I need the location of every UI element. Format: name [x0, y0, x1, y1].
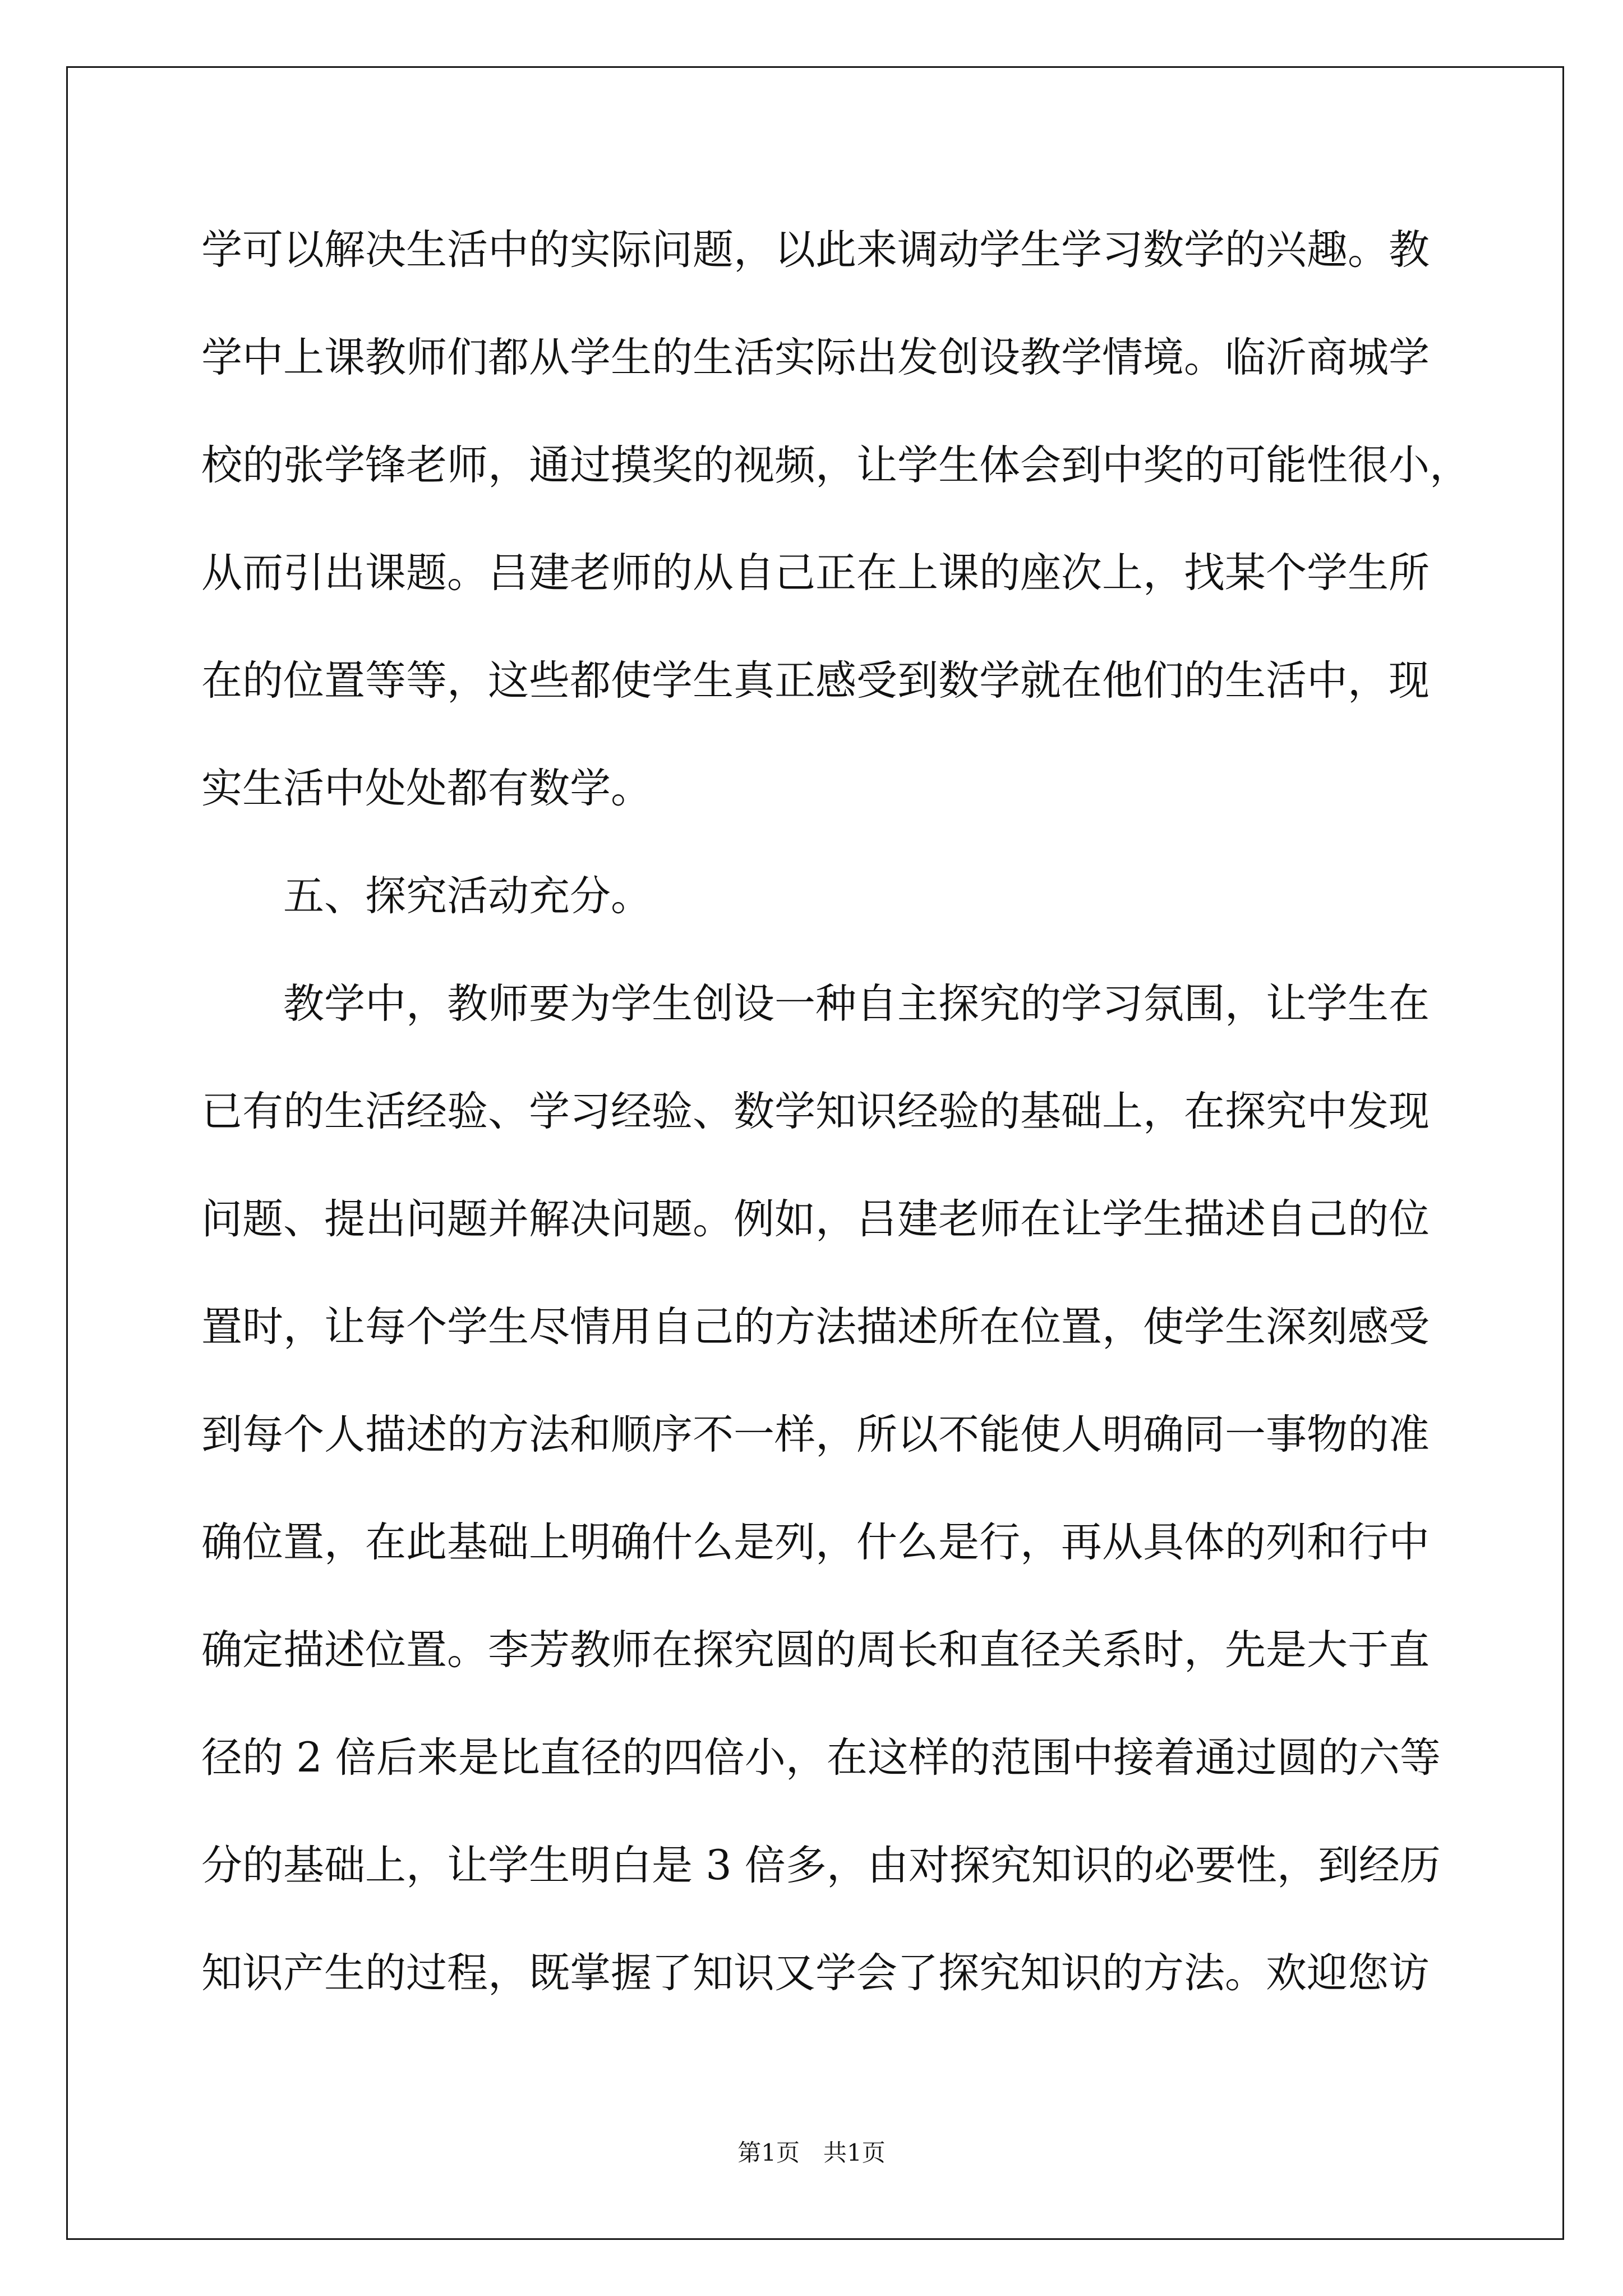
text-line: 置时，让每个学生尽情用自己的方法描述所在位置，使学生深刻感受 — [201, 1303, 1430, 1351]
text-line: 教学中，教师要为学生创设一种自主探究的学习氛围，让学生在 — [283, 980, 1430, 1028]
text-line: 校的张学锋老师，通过摸奖的视频，让学生体会到中奖的可能性很小， — [201, 441, 1470, 489]
text-line: 到每个人描述的方法和顺序不一样，所以不能使人明确同一事物的准 — [201, 1411, 1430, 1458]
text-line: 学中上课教师们都从学生的生活实际出发创设教学情境。临沂商城学 — [201, 334, 1430, 381]
text-line: 确定描述位置。李芳教师在探究圆的周长和直径关系时，先是大于直 — [201, 1626, 1430, 1674]
document-body — [201, 196, 1536, 2027]
text-line: 已有的生活经验、学习经验、数学知识经验的基础上，在探究中发现 — [201, 1088, 1430, 1135]
page-number-footer: 第1页 共1页 — [737, 2139, 886, 2166]
text-line: 问题、提出问题并解决问题。例如，吕建老师在让学生描述自己的位 — [201, 1195, 1430, 1243]
text-line: 学可以解决生活中的实际问题，以此来调动学生学习数学的兴趣。教 — [201, 226, 1430, 274]
text-line: 从而引出课题。吕建老师的从自己正在上课的座次上，找某个学生所 — [201, 549, 1430, 597]
text-line: 径的 2 倍后来是比直径的四倍小，在这样的范围中接着通过圆的六等 — [201, 1734, 1441, 1782]
text-line: 实生活中处处都有数学。 — [201, 765, 652, 812]
section-heading: 五、探究活动充分。 — [283, 872, 652, 920]
text-line: 确位置，在此基础上明确什么是列，什么是行，再从具体的列和行中 — [201, 1519, 1430, 1566]
text-line: 在的位置等等，这些都使学生真正感受到数学就在他们的生活中，现 — [201, 657, 1430, 705]
text-line: 知识产生的过程，既掌握了知识又学会了探究知识的方法。欢迎您访 — [201, 1949, 1430, 1997]
text-line: 分的基础上，让学生明白是 3 倍多，由对探究知识的必要性，到经历 — [201, 1842, 1441, 1889]
